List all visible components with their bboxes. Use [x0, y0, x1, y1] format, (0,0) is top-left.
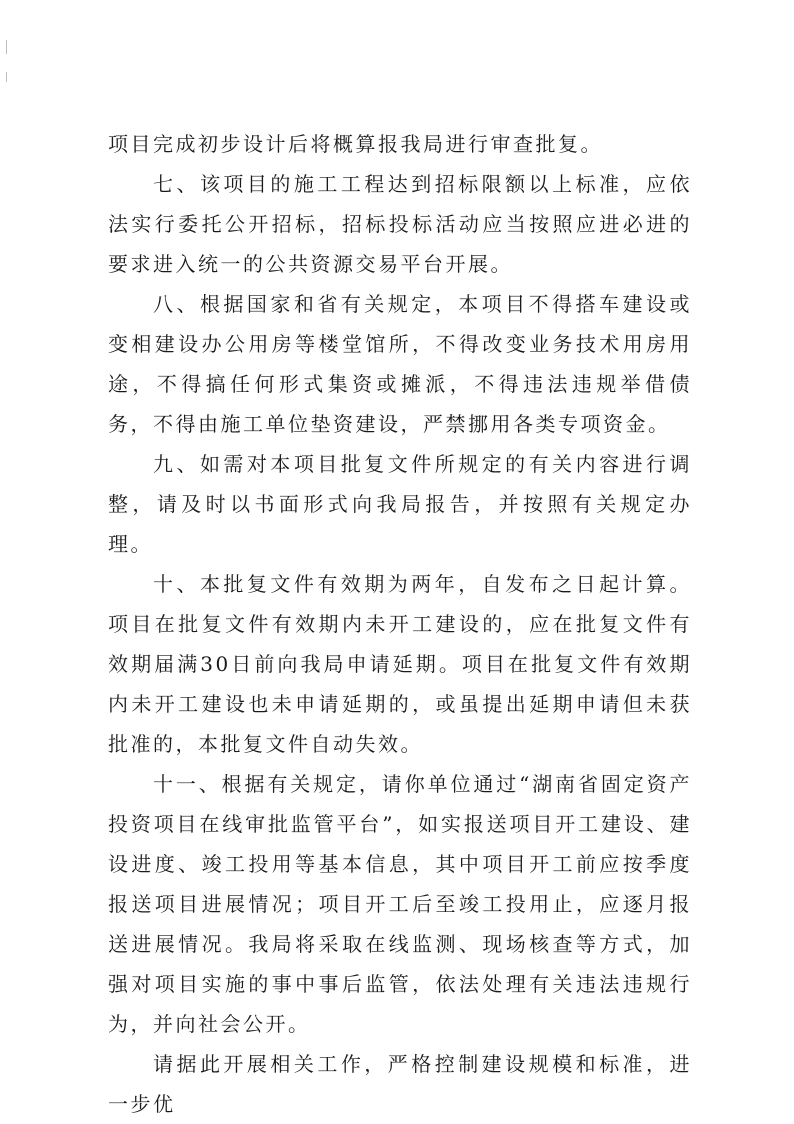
- paragraph-item-7-tendering: 七、该项目的施工工程达到招标限额以上标准，应依法实行委托公开招标，招标投标活动应当按照应进必进的要求进入统一的公共资源交易平台开展。: [108, 172, 692, 276]
- paragraph-item-8-restrictions: 八、根据国家和省有关规定，本项目不得搭车建设或变相建设办公用房等楼堂馆所，不得改变业务技术用房用途，不得搞任何形式集资或摊派，不得违法违规举借债务，不得由施工单位垫资建设，严禁挪用各类专项资金。: [108, 292, 692, 436]
- paragraph-closing: 请据此开展相关工作，严格控制建设规模和标准，进一步优: [108, 1052, 692, 1116]
- scan-artifact-mark: [6, 72, 7, 82]
- paragraph-item-9-adjustments: 九、如需对本项目批复文件所规定的有关内容进行调整，请及时以书面形式向我局报告，并按照有关规定办理。: [108, 452, 692, 556]
- scan-artifact-mark: [6, 40, 7, 54]
- paragraph-item-11-reporting: 十一、根据有关规定，请你单位通过“湖南省固定资产投资项目在线审批监管平台”，如实报送项目开工建设、建设进度、竣工投用等基本信息，其中项目开工前应按季度报送项目进展情况；项目开工后至竣工投用止，应逐月报送进展情况。我局将采取在线监测、现场核查等方式，加强对项目实施的事中事后监管，依法处理有关违法违规行为，并向社会公开。: [108, 772, 692, 1036]
- paragraph-item-10-validity: 十、本批复文件有效期为两年，自发布之日起计算。项目在批复文件有效期内未开工建设的，应在批复文件有效期届满30日前向我局申请延期。项目在批复文件有效期内未开工建设也未申请延期的，或虽提出延期申请但未获批准的，本批复文件自动失效。: [108, 572, 692, 756]
- paragraph-continuation: 项目完成初步设计后将概算报我局进行审查批复。: [108, 132, 603, 156]
- document-body: [108, 124, 692, 1124]
